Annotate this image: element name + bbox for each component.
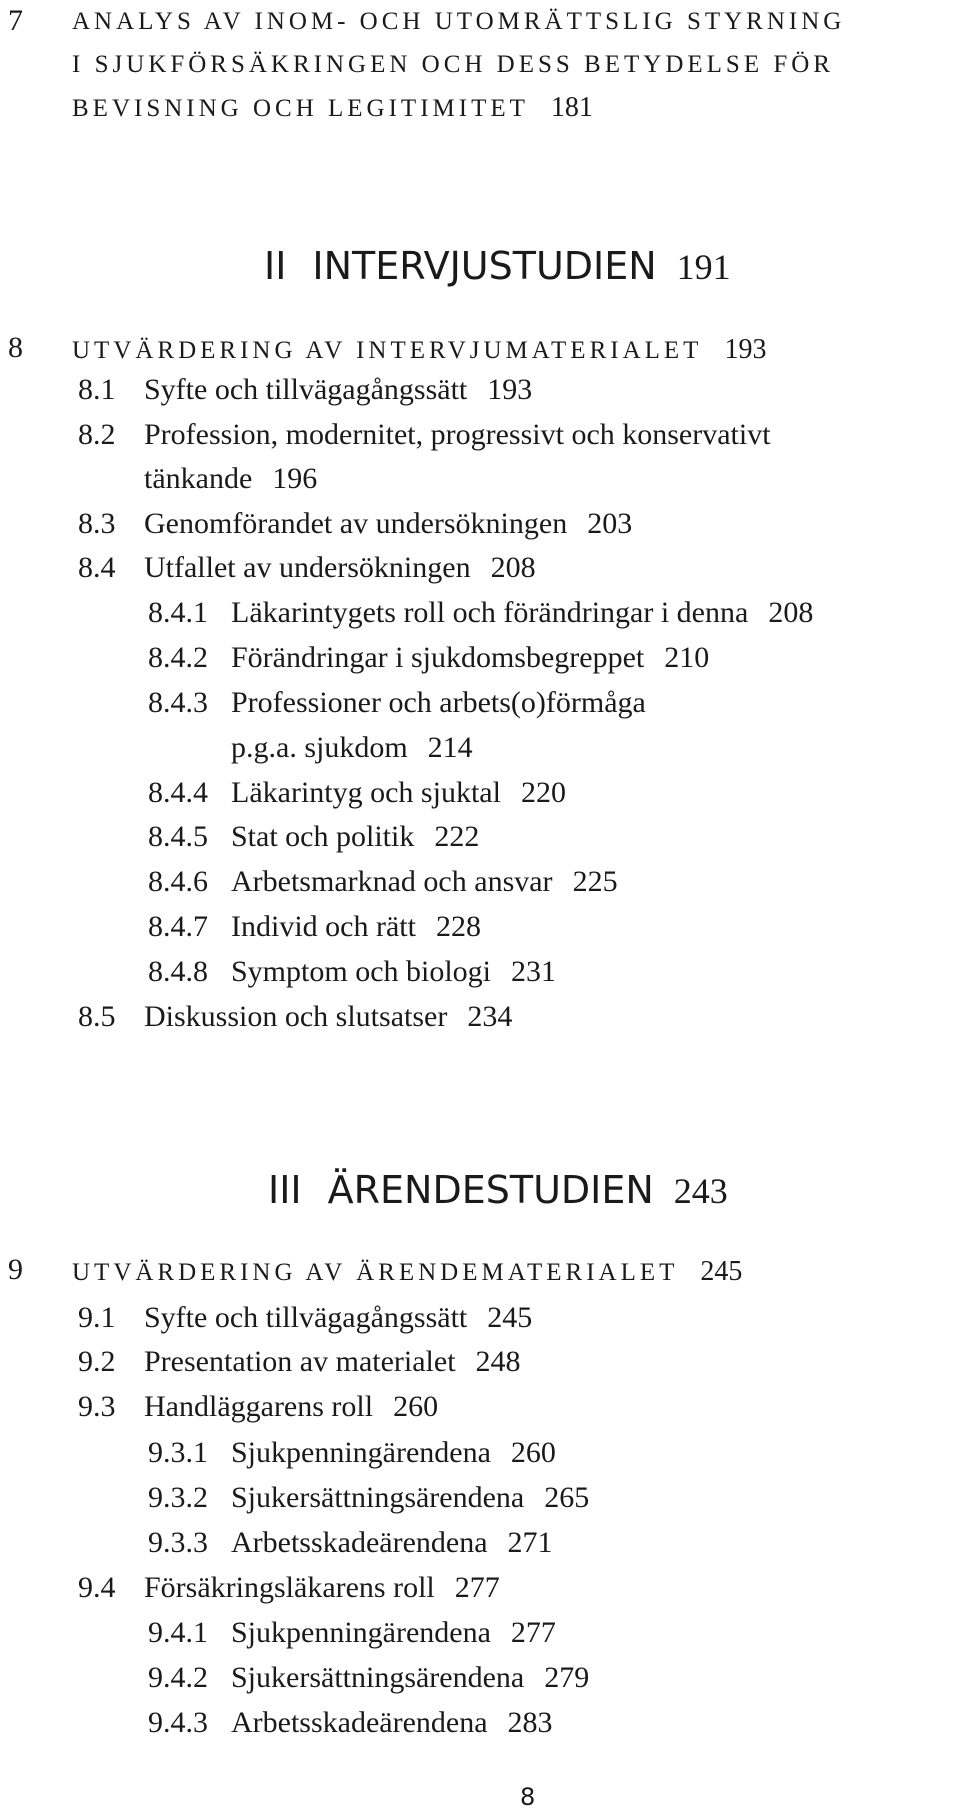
toc-entry-title: Läkarintygets roll och förändringar i denna xyxy=(231,596,749,629)
toc-entry-9-2[interactable] xyxy=(78,1347,521,1377)
chapter-9-number: 9 xyxy=(8,1253,23,1286)
toc-entry-9-4[interactable] xyxy=(78,1573,500,1603)
toc-entry-8-4-7[interactable] xyxy=(148,912,481,942)
part-3-heading xyxy=(268,1168,728,1212)
part-3-roman: III xyxy=(268,1168,302,1212)
toc-entry-page: 245 xyxy=(487,1301,533,1334)
toc-entry-title: Utfallet av undersökningen xyxy=(144,551,471,584)
toc-entry-8-4-6[interactable] xyxy=(148,867,618,897)
part-2-page: 191 xyxy=(676,247,731,287)
chapter-7-title-line1: ANALYS AV INOM- OCH UTOMRÄTTSLIG STYRNING xyxy=(72,8,846,35)
toc-entry-9-3[interactable] xyxy=(78,1392,438,1422)
chapter-8-page: 193 xyxy=(724,334,767,365)
toc-entry-8-3[interactable] xyxy=(78,509,632,539)
toc-entry-page: 234 xyxy=(467,1000,513,1033)
toc-entry-title: Profession, modernitet, progressivt och konservativt xyxy=(144,418,771,451)
toc-entry-page: 260 xyxy=(393,1390,439,1423)
toc-entry-number: 9.4.2 xyxy=(148,1661,208,1694)
toc-entry-9-3-3[interactable] xyxy=(148,1528,553,1558)
toc-entry-number: 8.5 xyxy=(78,1000,116,1033)
toc-entry-page: 248 xyxy=(475,1345,521,1378)
toc-entry-9-1[interactable] xyxy=(78,1303,532,1333)
toc-entry-number: 9.4 xyxy=(78,1571,116,1604)
toc-entry-number: 8.4 xyxy=(78,551,116,584)
toc-entry-8-4-8[interactable] xyxy=(148,957,556,987)
toc-entry-number: 9.3.1 xyxy=(148,1436,208,1469)
toc-entry-number: 8.4.7 xyxy=(148,910,208,943)
toc-entry-page: 203 xyxy=(587,507,633,540)
toc-entry-number: 8.4.6 xyxy=(148,865,208,898)
toc-entry-page: 231 xyxy=(511,955,557,988)
toc-entry-number: 9.3.3 xyxy=(148,1526,208,1559)
chapter-7-title-line3-text: BEVISNING OCH LEGITIMITET xyxy=(72,95,529,122)
toc-entry-page: 283 xyxy=(507,1706,553,1739)
toc-entry-title: Försäkringsläkarens roll xyxy=(144,1571,435,1604)
toc-entry-page: 225 xyxy=(572,865,618,898)
part-3-title: ÄRENDESTUDIEN xyxy=(327,1168,654,1212)
toc-entry-page: 208 xyxy=(768,596,814,629)
toc-entry-title: Genomförandet av undersökningen xyxy=(144,507,568,540)
toc-entry-page: 271 xyxy=(507,1526,553,1559)
toc-entry-page: 279 xyxy=(544,1661,590,1694)
toc-entry-title: Professioner och arbets(o)förmåga xyxy=(231,686,646,719)
toc-entry-title: Sjukersättningsärendena xyxy=(231,1661,525,1694)
page-number: 8 xyxy=(520,1783,536,1811)
toc-entry-title: Diskussion och slutsatser xyxy=(144,1000,448,1033)
toc-entry-number: 8.4.8 xyxy=(148,955,208,988)
toc-entry-title: Sjukpenningärendena xyxy=(231,1436,491,1469)
part-3-page: 243 xyxy=(673,1171,728,1211)
toc-entry-8-2-cont[interactable] xyxy=(144,464,317,494)
chapter-9-page: 245 xyxy=(700,1256,743,1287)
toc-entry-title: Arbetsmarknad och ansvar xyxy=(231,865,553,898)
toc-entry-title: Sjukpenningärendena xyxy=(231,1616,491,1649)
part-2-title: INTERVJUSTUDIEN xyxy=(312,244,657,288)
toc-entry-page: 228 xyxy=(435,910,481,943)
toc-entry-number: 9.3.2 xyxy=(148,1481,208,1514)
toc-entry-number: 8.2 xyxy=(78,418,116,451)
toc-entry-title: Handläggarens roll xyxy=(144,1390,374,1423)
toc-entry-title: Stat och politik xyxy=(231,820,415,853)
toc-entry-title-cont: tänkande xyxy=(144,462,253,495)
toc-entry-number: 9.3 xyxy=(78,1390,116,1423)
toc-entry-page: 196 xyxy=(272,462,318,495)
toc-entry-page: 277 xyxy=(510,1616,556,1649)
chapter-9-title-line xyxy=(72,1258,742,1286)
toc-entry-8-5[interactable] xyxy=(78,1002,512,1032)
toc-entry-title: Läkarintyg och sjuktal xyxy=(231,776,501,809)
toc-entry-page: 214 xyxy=(427,731,473,764)
toc-entry-page: 208 xyxy=(490,551,536,584)
toc-entry-number: 8.4.1 xyxy=(148,596,208,629)
chapter-7-title-line3 xyxy=(72,94,593,122)
toc-entry-page: 222 xyxy=(434,820,480,853)
part-2-roman: II xyxy=(264,244,287,288)
toc-entry-9-4-2[interactable] xyxy=(148,1663,589,1693)
chapter-9-title: UTVÄRDERING AV ÄRENDEMATERIALET xyxy=(72,1259,679,1286)
toc-entry-title: Symptom och biologi xyxy=(231,955,492,988)
toc-entry-page: 260 xyxy=(510,1436,556,1469)
toc-entry-9-4-1[interactable] xyxy=(148,1618,556,1648)
toc-entry-title-cont: p.g.a. sjukdom xyxy=(231,731,408,764)
toc-entry-9-3-1[interactable] xyxy=(148,1438,556,1468)
chapter-7-title-line2: I SJUKFÖRSÄKRINGEN OCH DESS BETYDELSE FÖR xyxy=(72,51,834,78)
toc-entry-title: Arbetsskadeärendena xyxy=(231,1706,488,1739)
toc-entry-title: Arbetsskadeärendena xyxy=(231,1526,488,1559)
toc-entry-number: 8.1 xyxy=(78,373,116,406)
chapter-7-number: 7 xyxy=(8,4,23,37)
toc-entry-page: 193 xyxy=(487,373,533,406)
toc-entry-9-3-2[interactable] xyxy=(148,1483,589,1513)
toc-entry-page: 277 xyxy=(454,1571,500,1604)
toc-entry-8-4-2[interactable] xyxy=(148,643,709,673)
toc-entry-8-4-1[interactable] xyxy=(148,598,813,628)
toc-entry-page: 210 xyxy=(664,641,710,674)
toc-entry-number: 9.4.1 xyxy=(148,1616,208,1649)
toc-entry-number: 8.4.2 xyxy=(148,641,208,674)
toc-entry-8-1[interactable] xyxy=(78,375,532,405)
chapter-8-number: 8 xyxy=(8,331,23,364)
toc-entry-number: 9.4.3 xyxy=(148,1706,208,1739)
toc-entry-8-4-4[interactable] xyxy=(148,778,566,808)
toc-entry-page: 265 xyxy=(544,1481,590,1514)
toc-entry-title: Syfte och tillvägagångssätt xyxy=(144,373,468,406)
toc-entry-number: 9.2 xyxy=(78,1345,116,1378)
toc-entry-number: 8.4.4 xyxy=(148,776,208,809)
toc-entry-8-4-3-cont[interactable] xyxy=(231,733,473,763)
toc-entry-number: 9.1 xyxy=(78,1301,116,1334)
toc-entry-title: Förändringar i sjukdomsbegreppet xyxy=(231,641,645,674)
toc-entry-8-4[interactable] xyxy=(78,553,536,583)
toc-entry-8-4-3[interactable] xyxy=(148,688,646,718)
part-2-heading xyxy=(264,244,731,288)
toc-entry-title: Sjukersättningsärendena xyxy=(231,1481,525,1514)
chapter-8-title: UTVÄRDERING AV INTERVJUMATERIALET xyxy=(72,337,703,364)
toc-entry-title: Syfte och tillvägagångssätt xyxy=(144,1301,468,1334)
toc-entry-title: Individ och rätt xyxy=(231,910,416,943)
toc-entry-number: 8.4.3 xyxy=(148,686,208,719)
toc-entry-9-4-3[interactable] xyxy=(148,1708,553,1738)
chapter-7-page: 181 xyxy=(550,92,593,123)
toc-entry-title: Presentation av materialet xyxy=(144,1345,456,1378)
toc-entry-8-4-5[interactable] xyxy=(148,822,479,852)
toc-entry-page: 220 xyxy=(520,776,566,809)
chapter-8-title-line xyxy=(72,336,766,364)
toc-entry-number: 8.3 xyxy=(78,507,116,540)
toc-entry-8-2[interactable] xyxy=(78,420,771,450)
toc-entry-number: 8.4.5 xyxy=(148,820,208,853)
